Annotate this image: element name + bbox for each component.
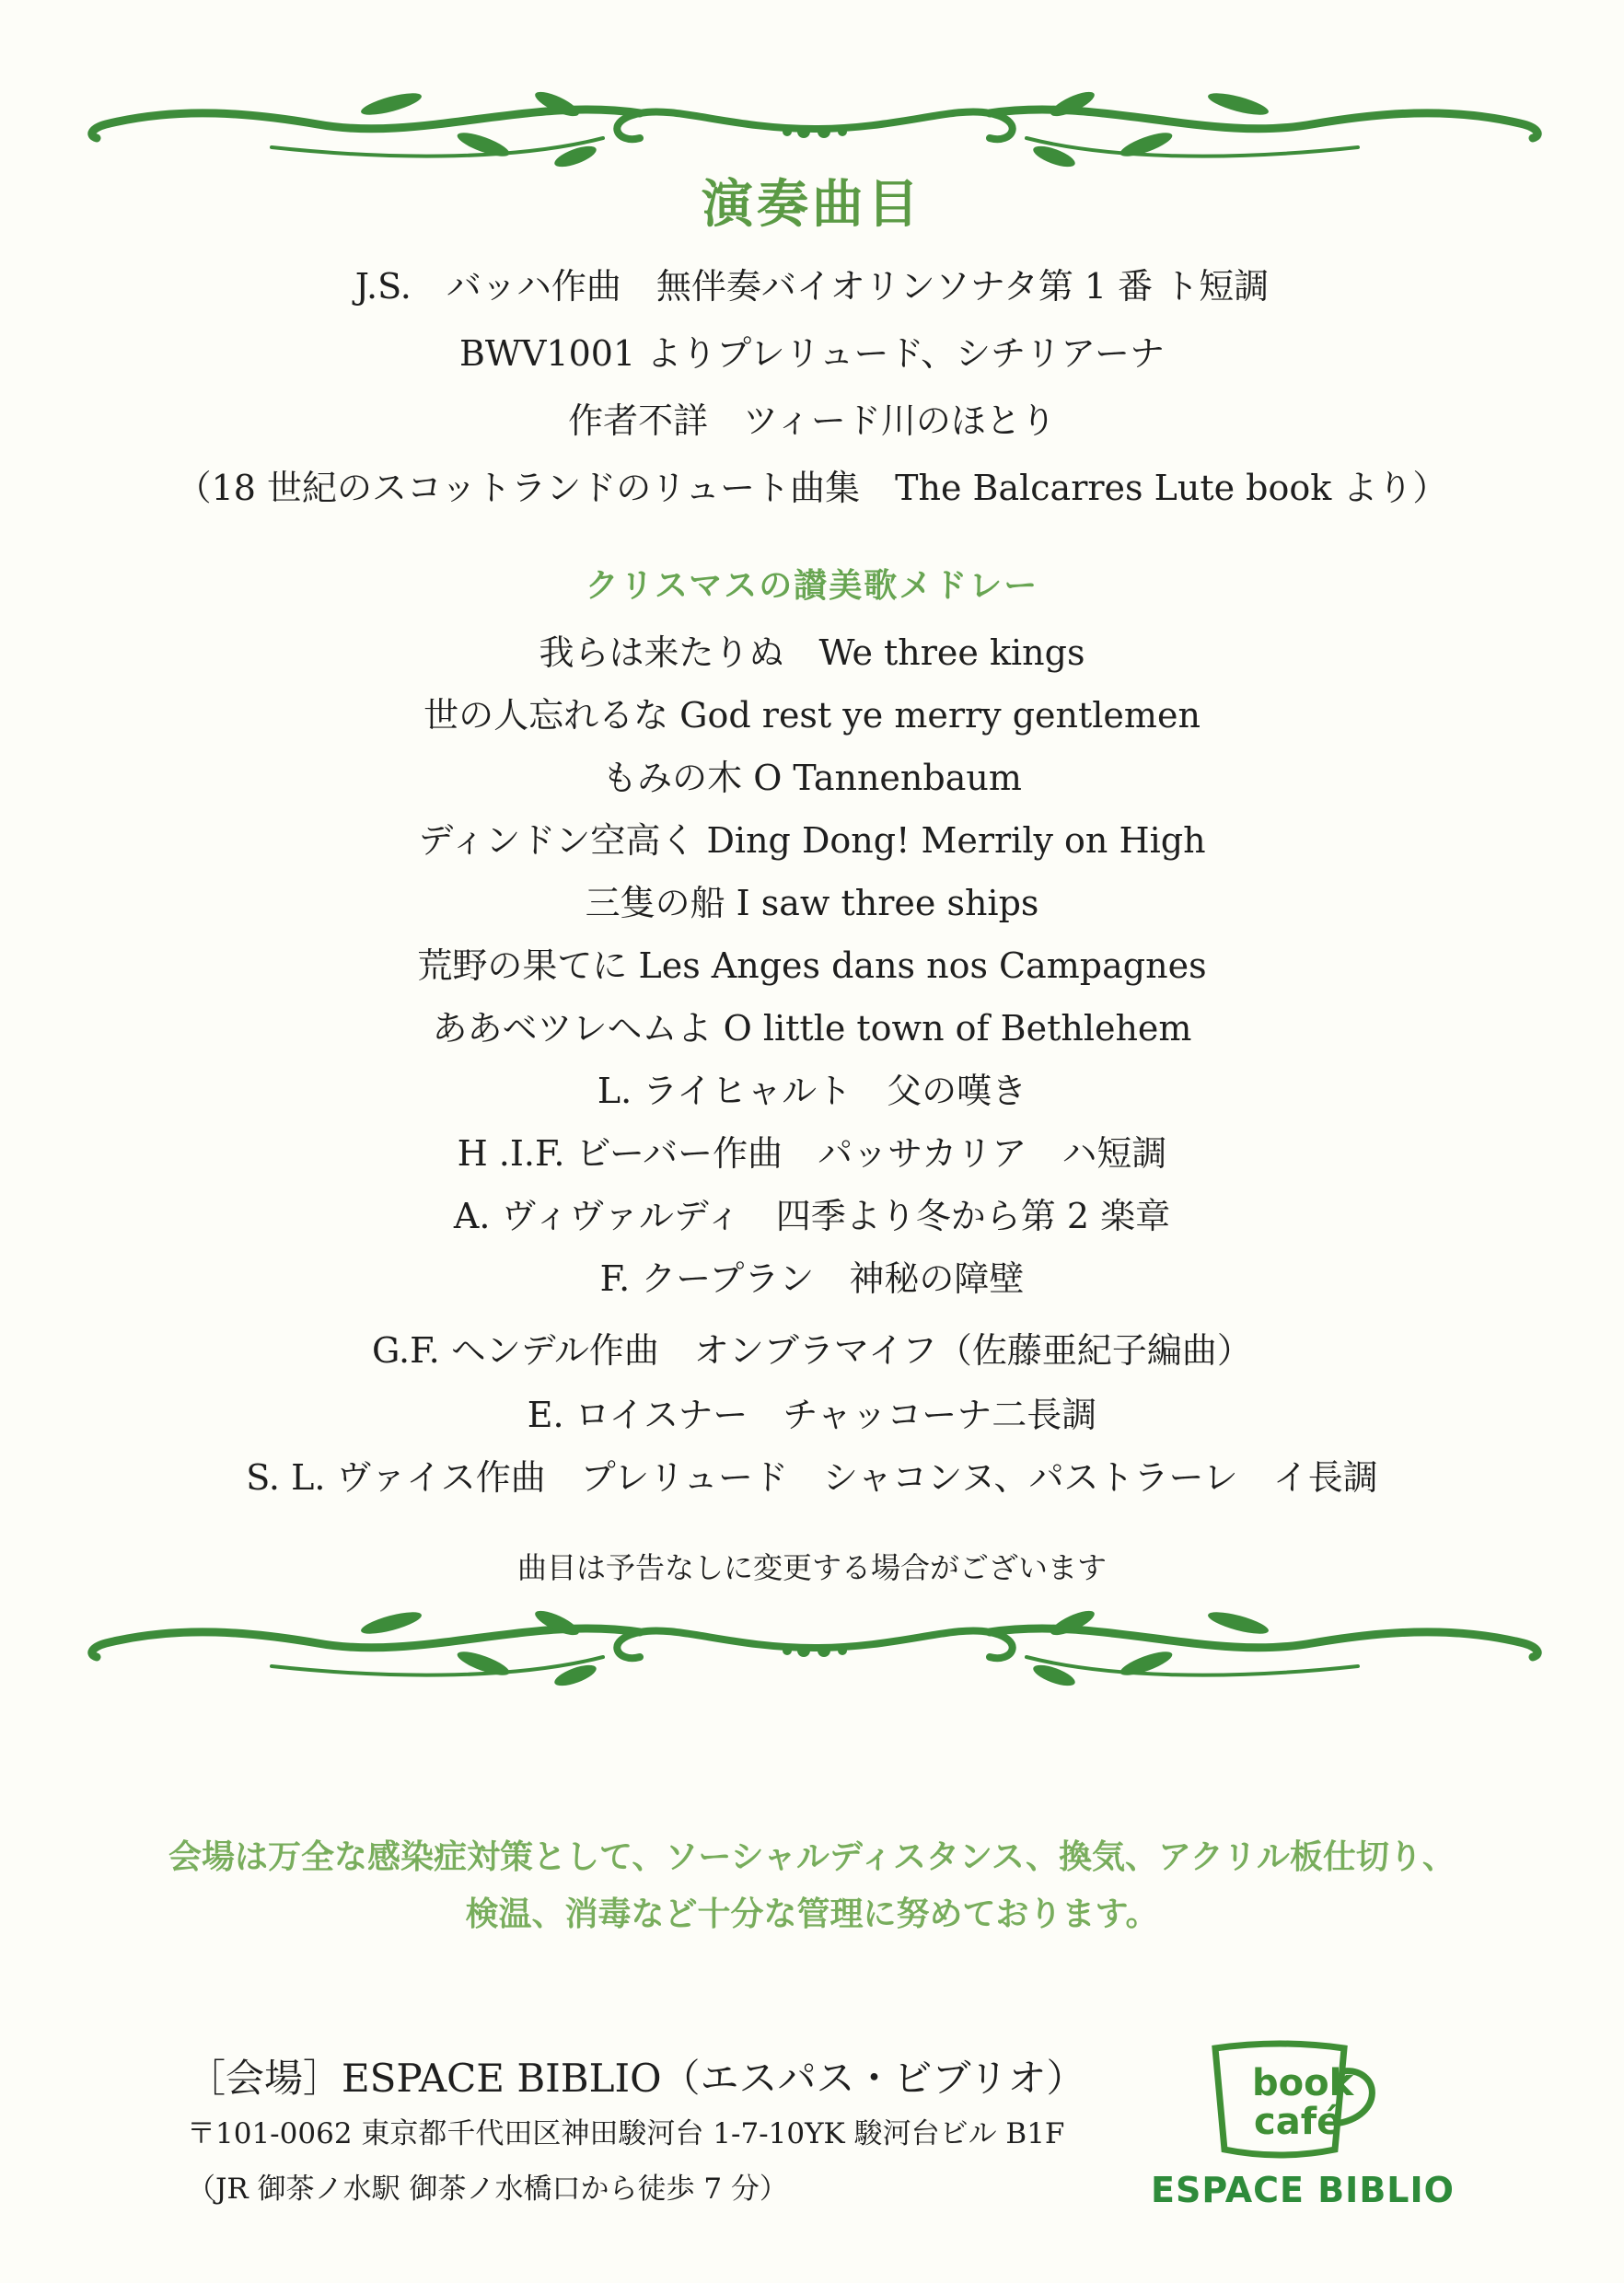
medley-item-4: ディンドン空高く Ding Dong! Merrily on High xyxy=(418,820,1206,861)
piece-line-1: J.S. バッハ作曲 無伴奏バイオリンソナタ第 1 番 ト短調 xyxy=(354,266,1270,307)
logo-book-text: book xyxy=(1252,2062,1354,2104)
piece-line-5: L. ライヒャルト 父の嘆き xyxy=(597,1071,1027,1111)
ornament-bottom xyxy=(87,1606,1542,1689)
medley-item-1: 我らは来たりぬ We three kings xyxy=(539,632,1085,673)
venue-name: ［会場］ESPACE BIBLIO（エスパス・ビブリオ） xyxy=(187,2056,1085,2101)
piece-line-8: F. クープラン 神秘の障壁 xyxy=(599,1258,1025,1299)
medley-item-6: 荒野の果てに Les Anges dans nos Campagnes xyxy=(417,945,1207,986)
program-change-note: 曲目は予告なしに変更する場合がございます xyxy=(516,1550,1107,1585)
piece-line-7: A. ヴィヴァルディ 四季より冬から第 2 楽章 xyxy=(453,1196,1171,1236)
medley-item-2: 世の人忘れるな God rest ye merry gentlemen xyxy=(423,695,1201,736)
piece-line-11: S. L. ヴァイス作曲 プレリュード シャコンヌ、パストラーレ イ長調 xyxy=(246,1457,1378,1498)
safety-notice-line-1: 会場は万全な感染症対策として、ソーシャルディスタンス、換気、アクリル板仕切り、 xyxy=(168,1838,1456,1876)
logo-name: ESPACE BIBLIO xyxy=(1151,2170,1455,2210)
piece-line-9: G.F. ヘンデル作曲 オンブラマイフ（佐藤亜紀子編曲） xyxy=(372,1330,1252,1371)
medley-item-5: 三隻の船 I saw three ships xyxy=(585,883,1039,923)
book-cafe-logo xyxy=(1142,2039,1464,2209)
venue-address: 〒101-0062 東京都千代田区神田駿河台 1-7-10YK 駿河台ビル B1F xyxy=(187,2117,1065,2150)
medley-item-7: ああベツレヘムよ O little town of Bethlehem xyxy=(432,1008,1192,1049)
ornament-top xyxy=(87,87,1542,170)
safety-notice-line-2: 検温、消毒など十分な管理に努めております。 xyxy=(465,1895,1159,1933)
medley-title: クリスマスの讃美歌メドレー xyxy=(585,566,1039,605)
venue-access: （JR 御茶ノ水駅 御茶ノ水橋口から徒歩 7 分） xyxy=(187,2173,788,2206)
piece-line-10: E. ロイスナー チャッコーナ二長調 xyxy=(527,1395,1097,1435)
piece-line-3: 作者不詳 ツィード川のほとり xyxy=(568,400,1056,441)
logo-cafe-text: café xyxy=(1254,2101,1342,2143)
program-title: 演奏曲目 xyxy=(702,174,922,235)
piece-line-4: （18 世紀のスコットランドのリュート曲集 The Balcarres Lute book より） xyxy=(176,468,1448,508)
medley-item-3: もみの木 O Tannenbaum xyxy=(602,758,1022,798)
piece-line-6: H .I.F. ビーバー作曲 パッサカリア ハ短調 xyxy=(457,1133,1167,1174)
piece-line-2: BWV1001 よりプレリュード、シチリアーナ xyxy=(459,333,1165,374)
